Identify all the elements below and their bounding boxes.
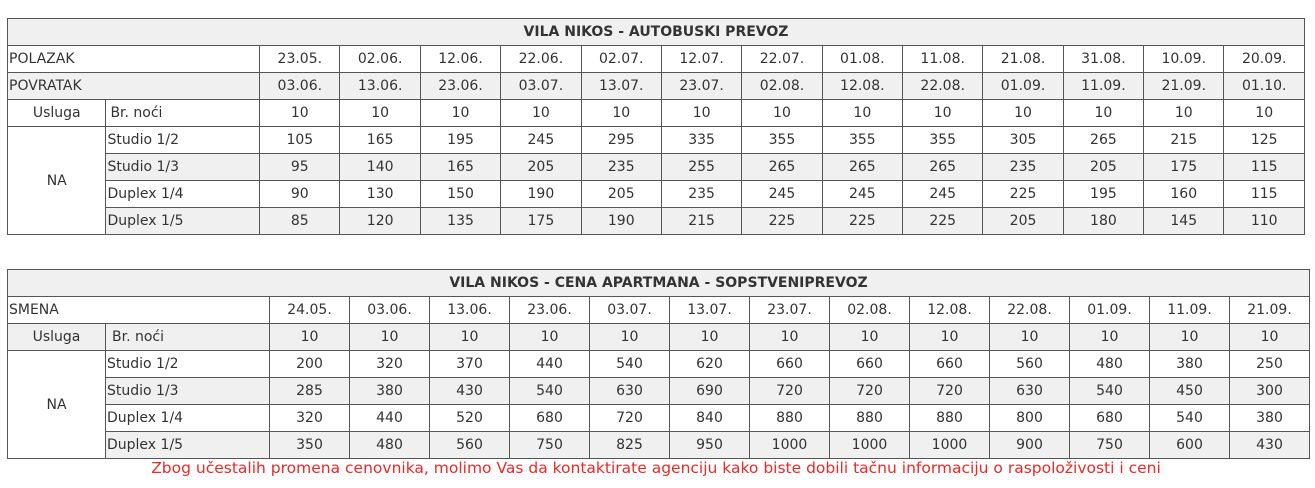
price-cell: 720 bbox=[910, 378, 990, 405]
price-cell: 1000 bbox=[830, 432, 910, 459]
room-type-cell: Duplex 1/5 bbox=[106, 432, 270, 459]
table1-departure-row bbox=[8, 46, 1305, 73]
price-cell: 320 bbox=[350, 351, 430, 378]
table2-shift-row bbox=[8, 297, 1310, 324]
nights-cell: 10 bbox=[260, 100, 340, 127]
nights-cell: 10 bbox=[910, 324, 990, 351]
nights-cell: 10 bbox=[1070, 324, 1150, 351]
price-cell: 235 bbox=[661, 181, 741, 208]
departure-date-cell: 12.06. bbox=[420, 46, 500, 73]
return-date-cell: 11.09. bbox=[1063, 73, 1143, 100]
price-cell: 680 bbox=[1070, 405, 1150, 432]
price-cell: 620 bbox=[670, 351, 750, 378]
price-cell: 160 bbox=[1144, 181, 1224, 208]
table1-return-row bbox=[8, 73, 1305, 100]
price-cell: 320 bbox=[270, 405, 350, 432]
price-cell: 1000 bbox=[750, 432, 830, 459]
price-cell: 825 bbox=[590, 432, 670, 459]
price-cell: 430 bbox=[1230, 432, 1310, 459]
return-date-cell: 21.09. bbox=[1144, 73, 1224, 100]
room-type-cell: Studio 1/3 bbox=[106, 154, 260, 181]
table-row bbox=[8, 351, 1310, 378]
price-cell: 630 bbox=[990, 378, 1070, 405]
nights-cell: 10 bbox=[590, 324, 670, 351]
return-date-cell: 22.08. bbox=[903, 73, 983, 100]
return-date-cell: 03.07. bbox=[501, 73, 581, 100]
price-cell: 295 bbox=[581, 127, 661, 154]
service-label: Usluga bbox=[8, 100, 106, 127]
nights-cell: 10 bbox=[742, 100, 822, 127]
price-cell: 235 bbox=[581, 154, 661, 181]
table-row bbox=[8, 154, 1305, 181]
shift-date-cell: 23.07. bbox=[750, 297, 830, 324]
nights-cell: 10 bbox=[581, 100, 661, 127]
departure-date-cell: 02.07. bbox=[581, 46, 661, 73]
nights-cell: 10 bbox=[270, 324, 350, 351]
price-cell: 225 bbox=[983, 181, 1063, 208]
price-cell: 540 bbox=[510, 378, 590, 405]
departure-date-cell: 22.06. bbox=[501, 46, 581, 73]
table1-nights-row bbox=[8, 100, 1305, 127]
nights-cell: 10 bbox=[983, 100, 1063, 127]
price-cell: 250 bbox=[1230, 351, 1310, 378]
nights-cell: 10 bbox=[350, 324, 430, 351]
price-cell: 225 bbox=[742, 208, 822, 235]
price-cell: 245 bbox=[822, 181, 902, 208]
bus-transport-price-table bbox=[7, 18, 1305, 235]
room-type-cell: Studio 1/3 bbox=[106, 378, 270, 405]
nights-cell: 10 bbox=[1063, 100, 1143, 127]
price-cell: 245 bbox=[742, 181, 822, 208]
nights-cell: 10 bbox=[1150, 324, 1230, 351]
price-cell: 115 bbox=[1224, 154, 1305, 181]
price-cell: 95 bbox=[260, 154, 340, 181]
table-row bbox=[8, 405, 1310, 432]
table-row bbox=[8, 127, 1305, 154]
price-cell: 380 bbox=[1230, 405, 1310, 432]
nights-cell: 10 bbox=[1144, 100, 1224, 127]
price-cell: 440 bbox=[510, 351, 590, 378]
price-cell: 335 bbox=[661, 127, 741, 154]
price-cell: 200 bbox=[270, 351, 350, 378]
price-cell: 140 bbox=[340, 154, 420, 181]
return-date-cell: 01.10. bbox=[1224, 73, 1305, 100]
nights-cell: 10 bbox=[822, 100, 902, 127]
price-cell: 265 bbox=[903, 154, 983, 181]
nights-cell: 10 bbox=[670, 324, 750, 351]
return-date-cell: 23.06. bbox=[420, 73, 500, 100]
price-cell: 540 bbox=[590, 351, 670, 378]
price-cell: 840 bbox=[670, 405, 750, 432]
price-cell: 205 bbox=[501, 154, 581, 181]
shift-date-cell: 03.06. bbox=[350, 297, 430, 324]
price-cell: 660 bbox=[910, 351, 990, 378]
price-cell: 720 bbox=[590, 405, 670, 432]
price-cell: 450 bbox=[1150, 378, 1230, 405]
price-cell: 720 bbox=[830, 378, 910, 405]
nights-cell: 10 bbox=[340, 100, 420, 127]
shift-date-cell: 13.07. bbox=[670, 297, 750, 324]
shift-date-cell: 24.05. bbox=[270, 297, 350, 324]
price-cell: 120 bbox=[340, 208, 420, 235]
price-cell: 720 bbox=[750, 378, 830, 405]
nights-cell: 10 bbox=[990, 324, 1070, 351]
departure-date-cell: 12.07. bbox=[661, 46, 741, 73]
price-cell: 560 bbox=[430, 432, 510, 459]
return-label: POVRATAK bbox=[8, 73, 260, 100]
price-cell: 115 bbox=[1224, 181, 1305, 208]
departure-label: POLAZAK bbox=[8, 46, 260, 73]
price-cell: 205 bbox=[1063, 154, 1143, 181]
price-cell: 190 bbox=[581, 208, 661, 235]
price-cell: 380 bbox=[1150, 351, 1230, 378]
price-cell: 90 bbox=[260, 181, 340, 208]
price-cell: 540 bbox=[1070, 378, 1150, 405]
price-cell: 540 bbox=[1150, 405, 1230, 432]
shift-date-cell: 03.07. bbox=[590, 297, 670, 324]
price-cell: 355 bbox=[903, 127, 983, 154]
room-type-cell: Studio 1/2 bbox=[106, 127, 260, 154]
departure-date-cell: 02.06. bbox=[340, 46, 420, 73]
price-cell: 900 bbox=[990, 432, 1070, 459]
table2-title: VILA NIKOS - CENA APARTMANA - SOPSTVENIPREVOZ bbox=[8, 270, 1310, 297]
price-cell: 215 bbox=[661, 208, 741, 235]
service-type-cell: NA bbox=[8, 351, 106, 459]
price-cell: 180 bbox=[1063, 208, 1143, 235]
room-type-cell: Duplex 1/5 bbox=[106, 208, 260, 235]
return-date-cell: 23.07. bbox=[661, 73, 741, 100]
room-type-cell: Duplex 1/4 bbox=[106, 181, 260, 208]
price-cell: 165 bbox=[420, 154, 500, 181]
nights-cell: 10 bbox=[750, 324, 830, 351]
nights-cell: 10 bbox=[501, 100, 581, 127]
departure-date-cell: 01.08. bbox=[822, 46, 902, 73]
return-date-cell: 03.06. bbox=[260, 73, 340, 100]
price-cell: 430 bbox=[430, 378, 510, 405]
return-date-cell: 01.09. bbox=[983, 73, 1063, 100]
price-cell: 150 bbox=[420, 181, 500, 208]
price-cell: 680 bbox=[510, 405, 590, 432]
shift-date-cell: 02.08. bbox=[830, 297, 910, 324]
service-type-cell: NA bbox=[8, 127, 106, 235]
price-cell: 195 bbox=[420, 127, 500, 154]
price-cell: 305 bbox=[983, 127, 1063, 154]
departure-date-cell: 20.09. bbox=[1224, 46, 1305, 73]
price-cell: 660 bbox=[830, 351, 910, 378]
return-date-cell: 12.08. bbox=[822, 73, 902, 100]
price-cell: 205 bbox=[983, 208, 1063, 235]
price-cell: 800 bbox=[990, 405, 1070, 432]
room-type-cell: Duplex 1/4 bbox=[106, 405, 270, 432]
departure-date-cell: 10.09. bbox=[1144, 46, 1224, 73]
price-cell: 600 bbox=[1150, 432, 1230, 459]
price-cell: 110 bbox=[1224, 208, 1305, 235]
table-row bbox=[8, 181, 1305, 208]
shift-date-cell: 13.06. bbox=[430, 297, 510, 324]
nights-cell: 10 bbox=[903, 100, 983, 127]
price-cell: 265 bbox=[822, 154, 902, 181]
price-cell: 130 bbox=[340, 181, 420, 208]
price-cell: 215 bbox=[1144, 127, 1224, 154]
nights-cell: 10 bbox=[420, 100, 500, 127]
price-cell: 145 bbox=[1144, 208, 1224, 235]
price-cell: 355 bbox=[822, 127, 902, 154]
price-cell: 125 bbox=[1224, 127, 1305, 154]
nights-label: Br. noći bbox=[106, 100, 260, 127]
nights-cell: 10 bbox=[1230, 324, 1310, 351]
shift-date-cell: 01.09. bbox=[1070, 297, 1150, 324]
price-cell: 225 bbox=[822, 208, 902, 235]
shift-date-cell: 23.06. bbox=[510, 297, 590, 324]
table1-title: VILA NIKOS - AUTOBUSKI PREVOZ bbox=[8, 19, 1305, 46]
price-cell: 880 bbox=[910, 405, 990, 432]
table-row bbox=[8, 432, 1310, 459]
shift-label: SMENA bbox=[8, 297, 270, 324]
return-date-cell: 13.07. bbox=[581, 73, 661, 100]
price-cell: 85 bbox=[260, 208, 340, 235]
price-cell: 235 bbox=[983, 154, 1063, 181]
price-cell: 480 bbox=[1070, 351, 1150, 378]
price-cell: 660 bbox=[750, 351, 830, 378]
price-cell: 135 bbox=[420, 208, 500, 235]
price-cell: 520 bbox=[430, 405, 510, 432]
own-transport-price-table bbox=[7, 269, 1310, 459]
price-cell: 750 bbox=[1070, 432, 1150, 459]
nights-cell: 10 bbox=[830, 324, 910, 351]
price-cell: 245 bbox=[501, 127, 581, 154]
price-cell: 630 bbox=[590, 378, 670, 405]
price-cell: 265 bbox=[742, 154, 822, 181]
price-cell: 690 bbox=[670, 378, 750, 405]
price-cell: 355 bbox=[742, 127, 822, 154]
table-row bbox=[8, 208, 1305, 235]
price-cell: 195 bbox=[1063, 181, 1143, 208]
price-cell: 105 bbox=[260, 127, 340, 154]
price-cell: 165 bbox=[340, 127, 420, 154]
price-cell: 300 bbox=[1230, 378, 1310, 405]
price-cell: 380 bbox=[350, 378, 430, 405]
departure-date-cell: 11.08. bbox=[903, 46, 983, 73]
shift-date-cell: 22.08. bbox=[990, 297, 1070, 324]
shift-date-cell: 21.09. bbox=[1230, 297, 1310, 324]
departure-date-cell: 21.08. bbox=[983, 46, 1063, 73]
price-cell: 560 bbox=[990, 351, 1070, 378]
price-cell: 880 bbox=[830, 405, 910, 432]
price-cell: 285 bbox=[270, 378, 350, 405]
price-cell: 190 bbox=[501, 181, 581, 208]
price-change-notice: Zbog učestalih promena cenovnika, molimo Vas da kontaktirate agenciju kako biste dobili tačnu informaciju o raspoloživosti i ceni bbox=[151, 459, 1161, 477]
price-cell: 245 bbox=[903, 181, 983, 208]
price-cell: 350 bbox=[270, 432, 350, 459]
shift-date-cell: 12.08. bbox=[910, 297, 990, 324]
shift-date-cell: 11.09. bbox=[1150, 297, 1230, 324]
price-cell: 225 bbox=[903, 208, 983, 235]
price-cell: 205 bbox=[581, 181, 661, 208]
price-cell: 880 bbox=[750, 405, 830, 432]
departure-date-cell: 31.08. bbox=[1063, 46, 1143, 73]
nights-cell: 10 bbox=[1224, 100, 1305, 127]
price-cell: 480 bbox=[350, 432, 430, 459]
price-cell: 255 bbox=[661, 154, 741, 181]
price-cell: 1000 bbox=[910, 432, 990, 459]
nights-label: Br. noći bbox=[106, 324, 270, 351]
departure-date-cell: 23.05. bbox=[260, 46, 340, 73]
price-cell: 950 bbox=[670, 432, 750, 459]
price-cell: 175 bbox=[501, 208, 581, 235]
departure-date-cell: 22.07. bbox=[742, 46, 822, 73]
return-date-cell: 13.06. bbox=[340, 73, 420, 100]
nights-cell: 10 bbox=[661, 100, 741, 127]
room-type-cell: Studio 1/2 bbox=[106, 351, 270, 378]
return-date-cell: 02.08. bbox=[742, 73, 822, 100]
table-row bbox=[8, 378, 1310, 405]
price-cell: 440 bbox=[350, 405, 430, 432]
price-cell: 370 bbox=[430, 351, 510, 378]
price-cell: 750 bbox=[510, 432, 590, 459]
nights-cell: 10 bbox=[430, 324, 510, 351]
table2-nights-row bbox=[8, 324, 1310, 351]
price-cell: 175 bbox=[1144, 154, 1224, 181]
service-label: Usluga bbox=[8, 324, 106, 351]
nights-cell: 10 bbox=[510, 324, 590, 351]
price-cell: 265 bbox=[1063, 127, 1143, 154]
